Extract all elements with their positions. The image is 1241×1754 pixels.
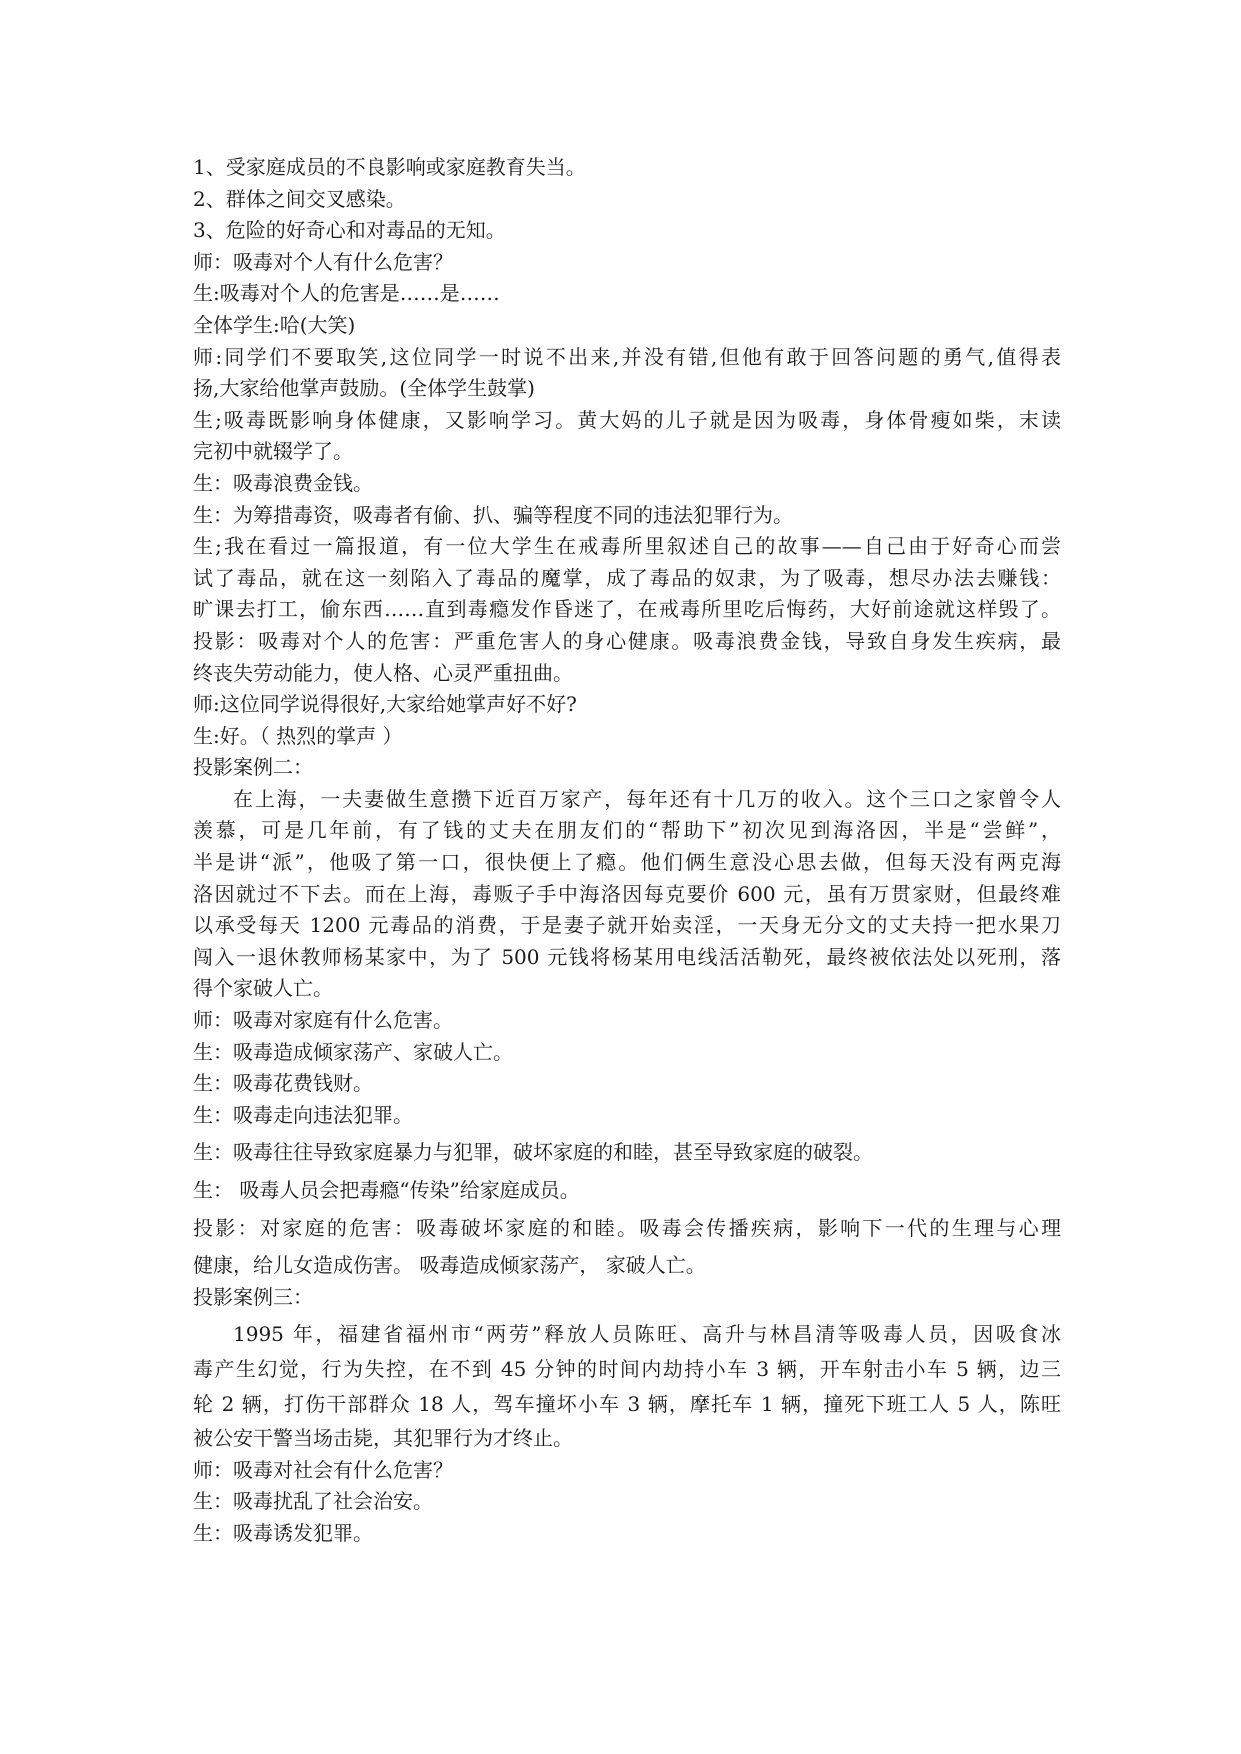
text-line: 健康，给儿女造成伤害。 吸毒造成倾家荡产， 家破人亡。 bbox=[193, 1253, 706, 1278]
text-line: 得个家破人亡。 bbox=[193, 976, 333, 1001]
text-line: 师：吸毒对个人有什么危害？ bbox=[193, 249, 453, 274]
text-line: 生：吸毒走向违法犯罪。 bbox=[193, 1102, 413, 1127]
text-line: 生：为筹措毒资，吸毒者有偷、扒、骗等程度不同的违法犯罪行为。 bbox=[193, 502, 793, 527]
text-line: 全体学生:哈(大笑) bbox=[193, 312, 356, 337]
text-line: 终丧失劳动能力，使人格、心灵严重扭曲。 bbox=[193, 660, 573, 685]
text-line: 生;我在看过一篇报道，有一位大学生在戒毒所里叙述自己的故事——自己由于好奇心而尝 bbox=[193, 534, 1061, 559]
text-line: 师:这位同学说得很好,大家给她掌声好不好? bbox=[193, 692, 577, 717]
text-line: 生：吸毒花费钱财。 bbox=[193, 1071, 373, 1096]
text-line: 生：吸毒造成倾家荡产、家破人亡。 bbox=[193, 1039, 513, 1064]
document-body bbox=[193, 152, 1061, 1550]
text-line: 生：吸毒诱发犯罪。 bbox=[193, 1520, 373, 1545]
text-line: 生：吸毒往往导致家庭暴力与犯罪，破坏家庭的和睦，甚至导致家庭的破裂。 bbox=[193, 1140, 873, 1165]
text-line: 在上海，一夫妻做生意攒下近百万家产，每年还有十几万的收入。这个三口之家曾令人 bbox=[233, 786, 1061, 811]
text-line: 被公安干警当场击毙，其犯罪行为才终止。 bbox=[193, 1426, 573, 1451]
text-line: 2、群体之间交叉感染。 bbox=[193, 186, 406, 211]
text-line: 扬,大家给他掌声鼓励。(全体学生鼓掌) bbox=[193, 376, 535, 401]
text-line: 生:好。（ 热烈的掌声 ） bbox=[193, 723, 403, 748]
text-line: 生;吸毒既影响身体健康，又影响学习。黄大妈的儿子就是因为吸毒，身体骨瘦如柴，末读 bbox=[193, 407, 1061, 432]
text-line: 以承受每天 1200 元毒品的消费，于是妻子就开始卖淫，一天身无分文的丈夫持一把水果刀 bbox=[193, 913, 1061, 938]
text-line: 生：吸毒扰乱了社会治安。 bbox=[193, 1489, 433, 1514]
text-line: 生：吸毒浪费金钱。 bbox=[193, 470, 373, 495]
text-line: 洛因就过不下去。而在上海，毒贩子手中海洛因每克要价 600 元，虽有万贯家财，但最终难 bbox=[193, 881, 1061, 906]
text-line: 羡慕，可是几年前，有了钱的丈夫在朋友们的“帮助下”初次见到海洛因，半是“尝鲜”， bbox=[193, 818, 1061, 843]
section-heading: 投影案例三： bbox=[193, 1284, 313, 1309]
text-line: 毒产生幻觉，行为失控，在不到 45 分钟的时间内劫持小车 3 辆，开车射击小车 5 辆，边三 bbox=[193, 1356, 1061, 1381]
text-line: 师：吸毒对家庭有什么危害。 bbox=[193, 1008, 453, 1033]
text-line: 3、危险的好奇心和对毒品的无知。 bbox=[193, 218, 506, 243]
text-line: 生:吸毒对个人的危害是……是…… bbox=[193, 281, 500, 306]
text-line: 闯入一退休教师杨某家中，为了 500 元钱将杨某用电线活活勒死，最终被依法处以死刑，落 bbox=[193, 944, 1061, 969]
text-line: 师：吸毒对社会有什么危害？ bbox=[193, 1457, 453, 1482]
text-line: 投影：对家庭的危害：吸毒破坏家庭的和睦。吸毒会传播疾病，影响下一代的生理与心理 bbox=[193, 1215, 1061, 1240]
text-line: 1995 年，福建省福州市“两劳”释放人员陈旺、高升与林昌清等吸毒人员，因吸食冰 bbox=[233, 1322, 1061, 1347]
text-line: 旷课去打工，偷东西……直到毒瘾发作昏迷了，在戒毒所里吃后悔药，大好前途就这样毁了。 bbox=[193, 597, 1061, 622]
text-line: 投影：吸毒对个人的危害：严重危害人的身心健康。吸毒浪费金钱，导致自身发生疾病，最 bbox=[193, 628, 1061, 653]
text-line: 轮 2 辆，打伤干部群众 18 人，驾车撞坏小车 3 辆，摩托车 1 辆，撞死下班工人 5 人，陈旺 bbox=[193, 1391, 1061, 1416]
text-line: 师:同学们不要取笑,这位同学一时说不出来,并没有错,但他有敢于回答问题的勇气,值得表 bbox=[193, 344, 1061, 369]
text-line: 试了毒品，就在这一刻陷入了毒品的魔掌，成了毒品的奴隶，为了吸毒，想尽办法去赚钱： bbox=[193, 565, 1061, 590]
text-line: 完初中就辍学了。 bbox=[193, 439, 353, 464]
text-line: 半是讲“派”，他吸了第一口，很快便上了瘾。他们俩生意没心思去做，但每天没有两克海 bbox=[193, 850, 1061, 875]
text-line: 生： 吸毒人员会把毒瘾“传染”给家庭成员。 bbox=[193, 1178, 580, 1202]
text-line: 1、受家庭成员的不良影响或家庭教育失当。 bbox=[193, 155, 586, 179]
section-heading: 投影案例二： bbox=[193, 755, 313, 780]
